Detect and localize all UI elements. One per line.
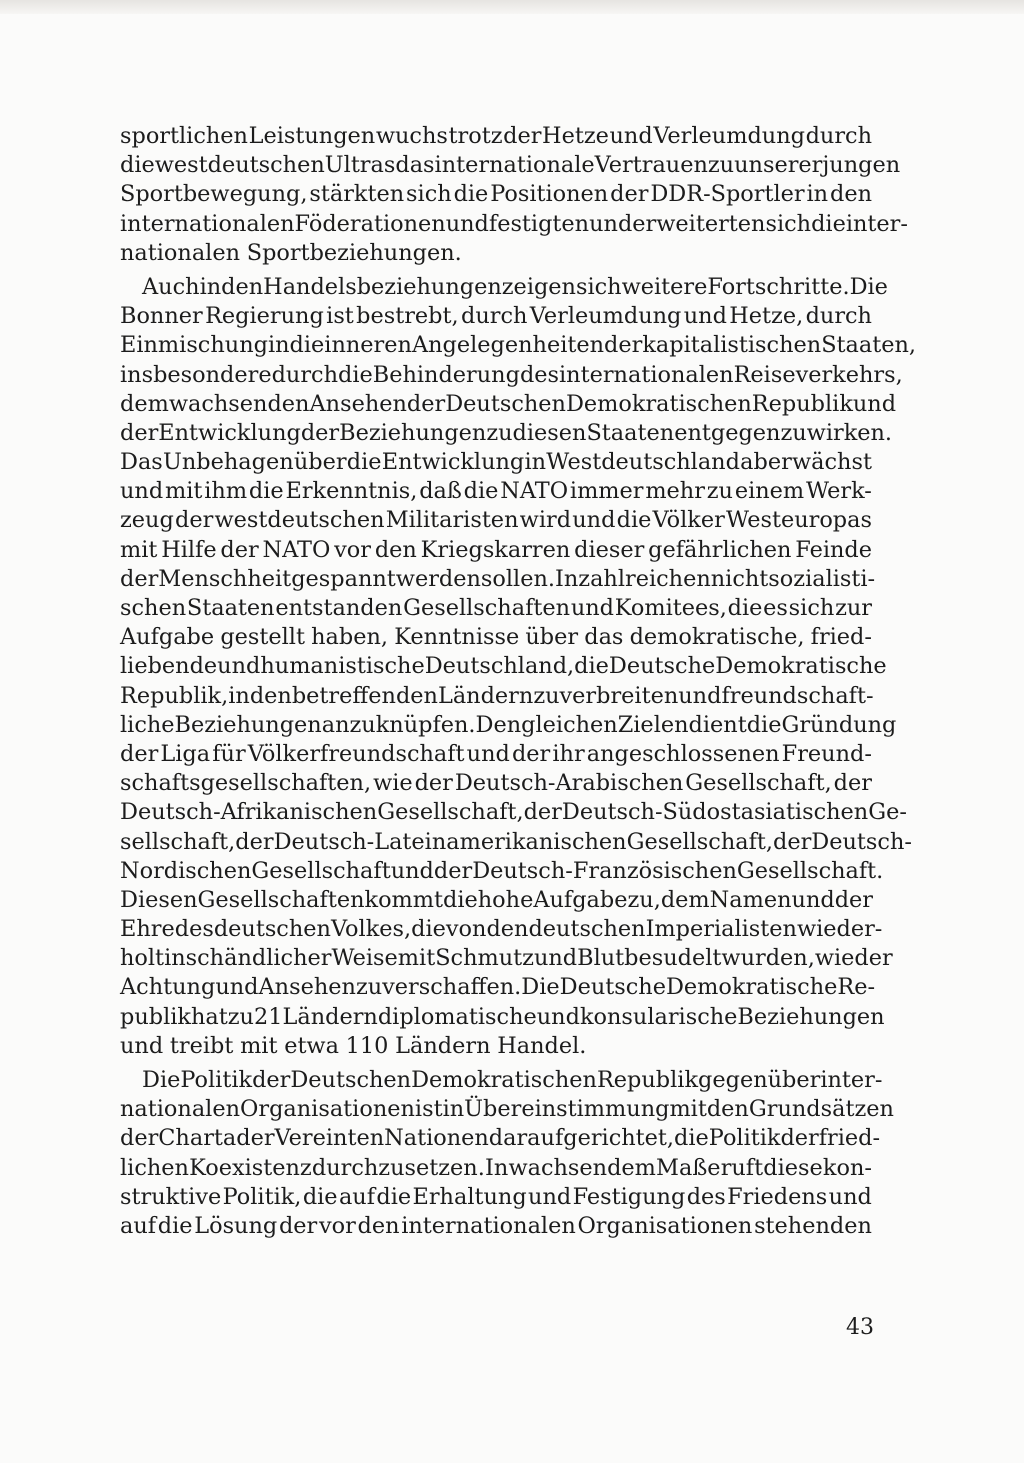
text-line: Achtung und Ansehen zu verschaffen. Die Deutsche Demokratische Re- — [120, 974, 876, 1001]
paragraph — [120, 273, 917, 1061]
text-line: zeug der westdeutschen Militaristen wird und die Völker Westeuropas — [120, 507, 872, 534]
text-line: insbesondere durch die Behinderung des internationalen Reiseverkehrs, — [120, 361, 903, 388]
text-line: holt in schändlicher Weise mit Schmutz und Blut besudelt wurden, wieder — [120, 945, 893, 972]
text-line: auf die Lösung der vor den internationalen Organisationen stehenden — [120, 1212, 872, 1239]
text-line: Diesen Gesellschaften kommt die hohe Aufgabe zu, dem Namen und der — [120, 886, 874, 913]
text-line: der Liga für Völkerfreundschaft und der ihr angeschlossenen Freund- — [120, 740, 872, 767]
text-line: der Menschheit gespannt werden sollen. In zahlreichen nichtsozialisti- — [120, 565, 876, 592]
text-line: liche Beziehungen anzuknüpfen. Den gleichen Zielen dient die Gründung — [120, 711, 897, 738]
text-line: Republik, in den betreffenden Ländern zu verbreiten und freundschaft- — [120, 682, 874, 709]
text-line: nationalen Organisationen ist in Übereinstimmung mit den Grundsätzen — [120, 1096, 894, 1123]
body-text — [120, 122, 917, 1241]
text-line: Die Politik der Deutschen Demokratischen Republik gegenüber inter- — [142, 1067, 883, 1093]
text-line: der Charta der Vereinten Nationen darauf gerichtet, die Politik der fried- — [120, 1125, 881, 1152]
text-line: Deutsch-Afrikanischen Gesellschaft, der Deutsch-Südostasiatischen Ge- — [120, 799, 907, 826]
text-line: die westdeutschen Ultras das internationale Vertrauen zu unserer jungen — [120, 152, 901, 179]
text-line: und mit ihm die Erkenntnis, daß die NATO immer mehr zu einem Werk- — [120, 478, 872, 505]
paragraph — [120, 122, 908, 268]
text-line: schaftsgesellschaften, wie der Deutsch-Arabischen Gesellschaft, der — [120, 770, 872, 797]
text-line: internationalen Föderationen und festigten und erweiterten sich die inter- — [120, 210, 908, 237]
text-line: der Entwicklung der Beziehungen zu diesen Staaten entgegenzuwirken. — [120, 419, 893, 446]
text-line: dem wachsenden Ansehen der Deutschen Demokratischen Republik und — [120, 390, 897, 417]
page-top-edge — [0, 0, 1024, 14]
text-line: schen Staaten entstanden Gesellschaften und Komitees, die es sich zur — [120, 595, 872, 621]
paragraph — [120, 1066, 894, 1241]
text-line: publik hat zu 21 Ländern diplomatische und konsularische Beziehungen — [120, 1003, 885, 1030]
text-line: liebende und humanistische Deutschland, die Deutsche Demokratische — [120, 653, 887, 680]
text-line: Nordischen Gesellschaft und der Deutsch-Französischen Gesellschaft. — [120, 857, 884, 884]
text-line: struktive Politik, die auf die Erhaltung und Festigung des Friedens und — [120, 1183, 872, 1210]
text-line: lichen Koexistenz durchzusetzen. In wachsendem Maße ruft diese kon- — [120, 1154, 872, 1181]
text-line: sportlichen Leistungen wuchs trotz der Hetze und Verleumdung durch — [120, 123, 872, 149]
text-line: Aufgabe gestellt haben, Kenntnisse über das demokratische, fried- — [120, 624, 872, 651]
text-line: Bonner Regierung ist bestrebt, durch Verleumdung und Hetze, durch — [120, 303, 872, 330]
text-line: Einmischung in die inneren Angelegenheiten der kapitalistischen Staaten, — [120, 332, 917, 359]
text-line: Sportbewegung, stärkten sich die Positionen der DDR-Sportler in den — [120, 181, 872, 208]
text-line: nationalen Sportbeziehungen. — [120, 239, 462, 266]
text-line: Das Unbehagen über die Entwicklung in Westdeutschland aber wächst — [120, 449, 872, 476]
text-line: Auch in den Handelsbeziehungen zeigen sich weitere Fortschritte. Die — [142, 273, 888, 300]
text-line: Ehre des deutschen Volkes, die von den deutschen Imperialisten wieder- — [120, 916, 883, 943]
text-line: sellschaft, der Deutsch-Lateinamerikanischen Gesellschaft, der Deutsch- — [120, 828, 912, 855]
page-number: 43 — [846, 1315, 874, 1340]
text-line: mit Hilfe der NATO vor den Kriegskarren dieser gefährlichen Feinde — [120, 536, 872, 563]
text-line: und treibt mit etwa 110 Ländern Handel. — [120, 1032, 587, 1059]
